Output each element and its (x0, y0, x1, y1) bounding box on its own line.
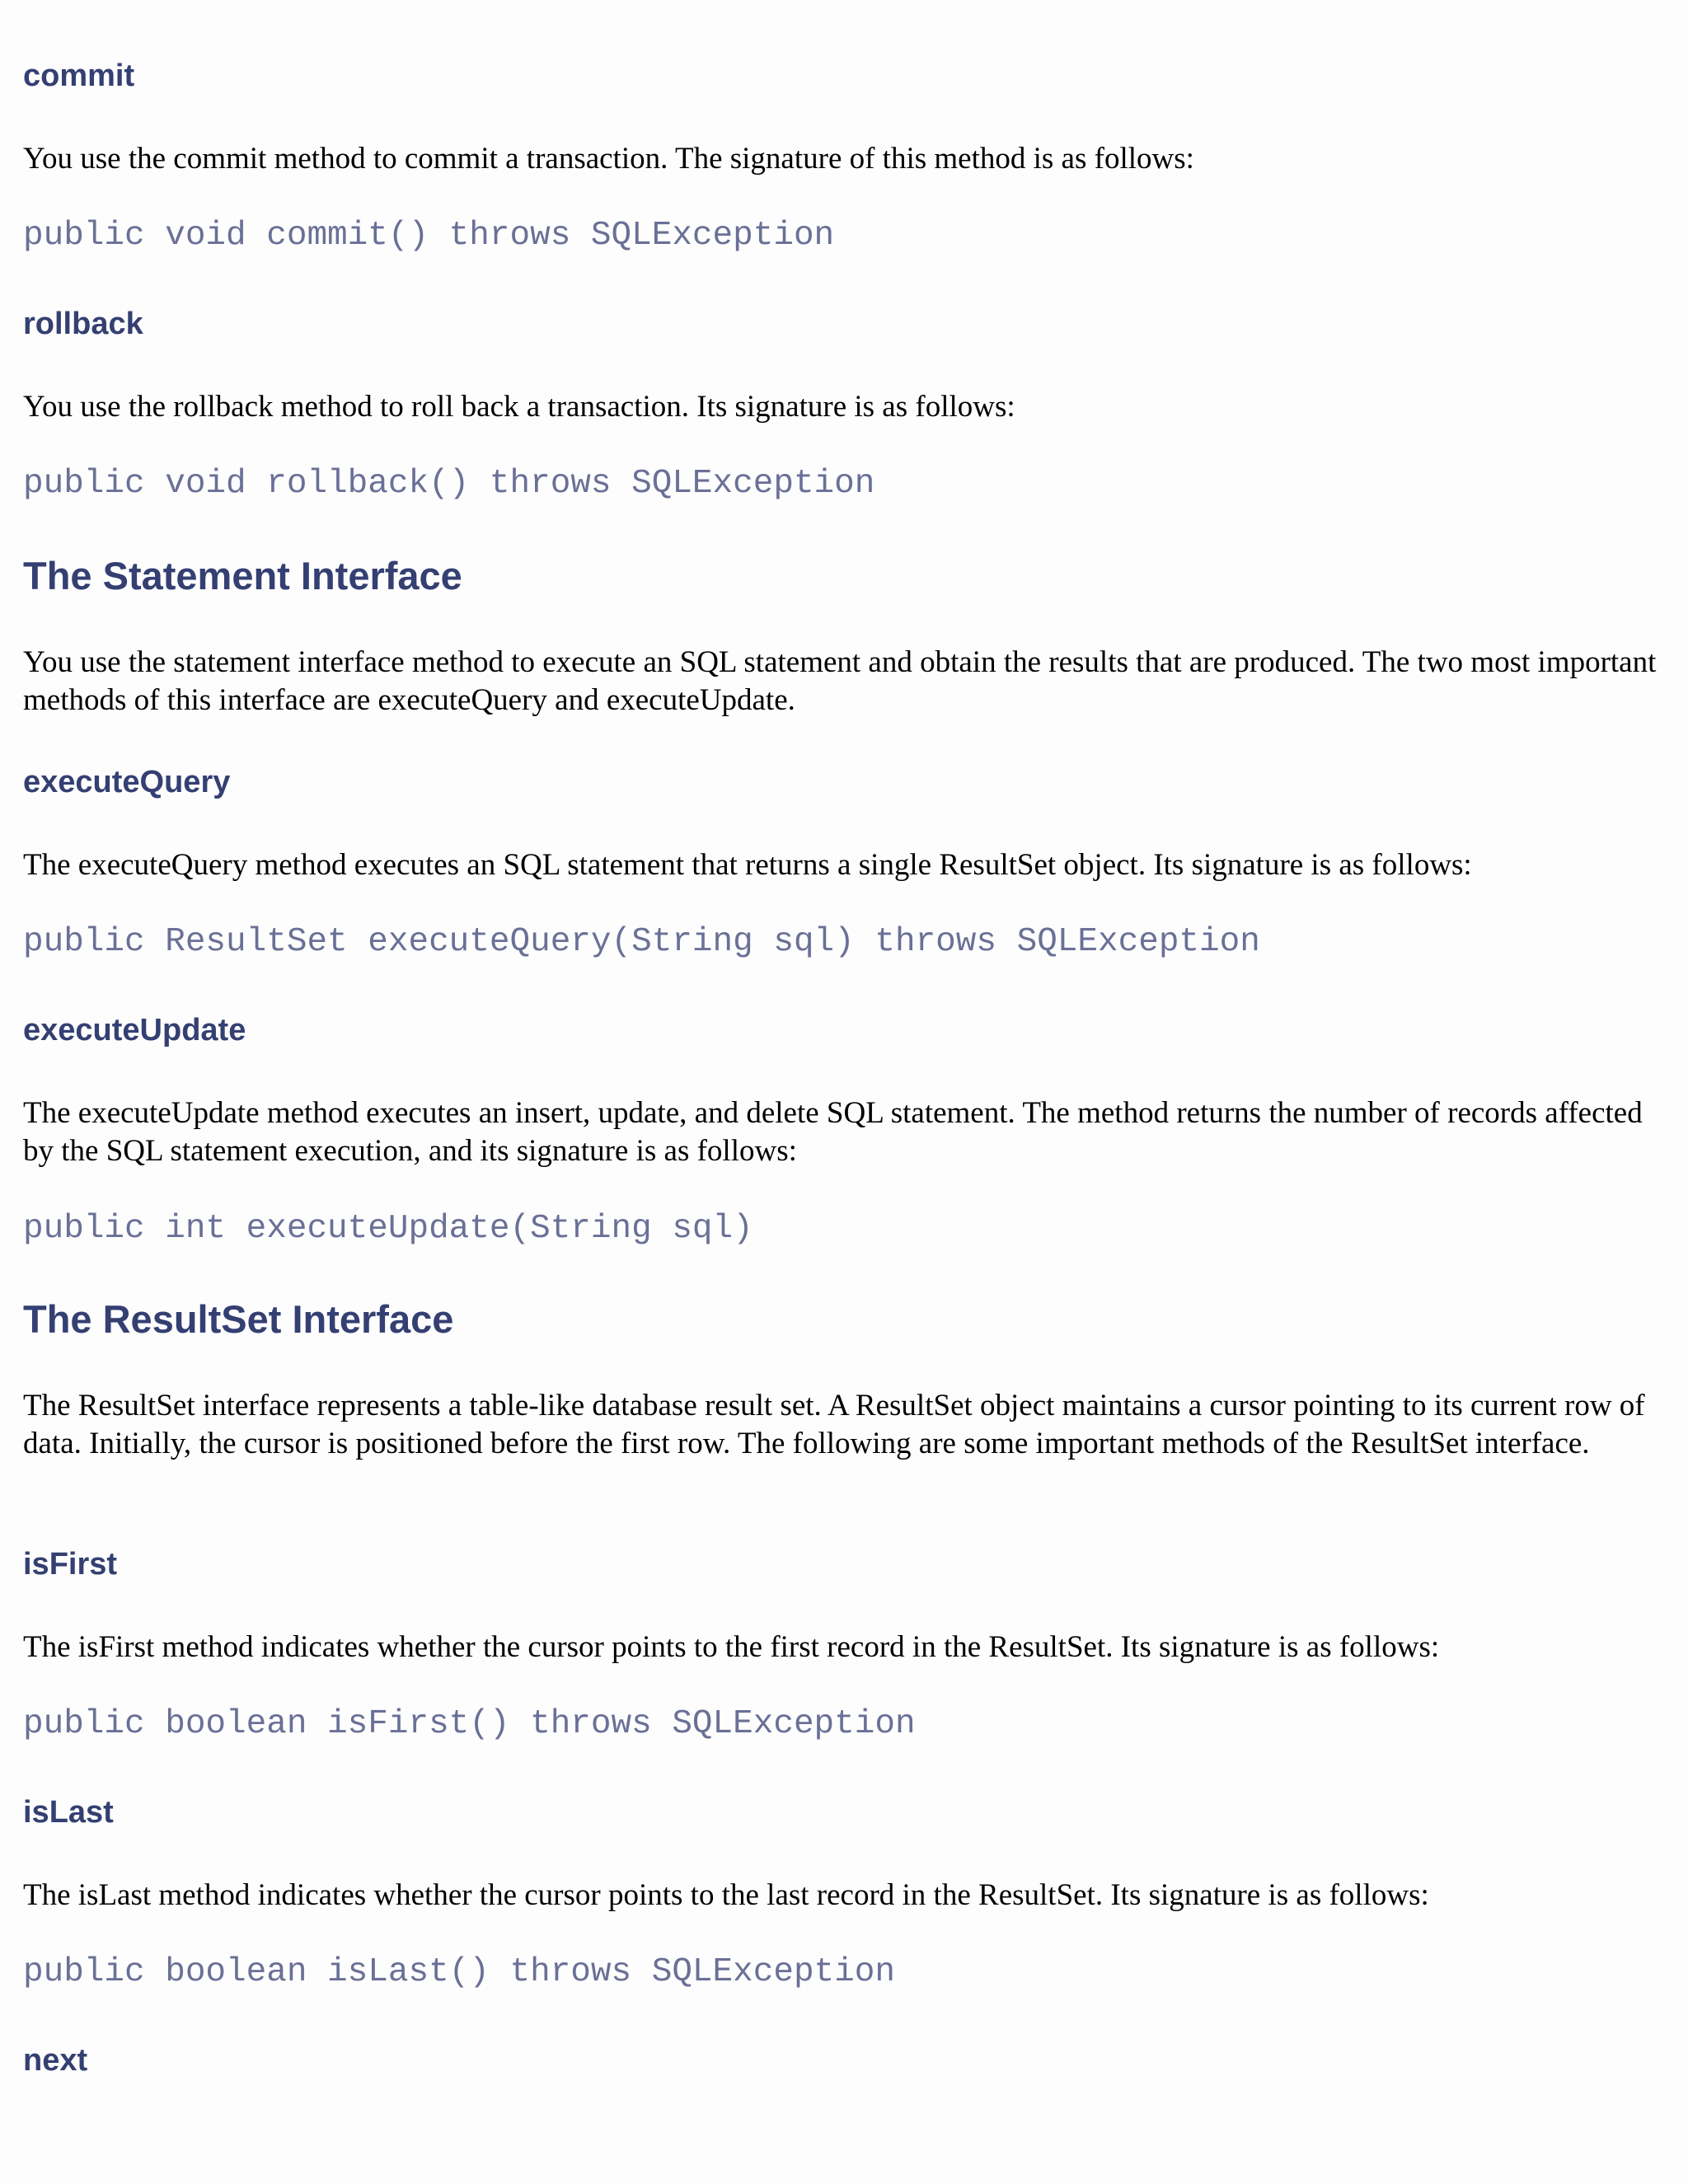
heading-rollback: rollback (23, 307, 143, 341)
code-executequery-signature: public ResultSet executeQuery(String sql) throws SQLException (23, 923, 1260, 961)
code-commit-signature: public void commit() throws SQLException (23, 217, 835, 255)
heading-next: next (23, 2043, 88, 2078)
paragraph-executequery: The executeQuery method executes an SQL statement that returns a single ResultSet object. Its signature is as follows: (23, 848, 1472, 882)
paragraph-isfirst: The isFirst method indicates whether the cursor points to the first record in the ResultSet. Its signature is as follows: (23, 1630, 1440, 1664)
heading-statement-interface: The Statement Interface (23, 554, 462, 598)
code-rollback-signature: public void rollback() throws SQLException (23, 465, 875, 503)
paragraph-resultset-interface: The ResultSet interface represents a table-like database result set. A ResultSet object maintains a cursor pointing to its current row of data. Initially, the cursor is positioned before the first row. The following are some important methods of the ResultSet interface. (23, 1389, 1645, 1460)
code-islast-signature: public boolean isLast() throws SQLException (23, 1953, 895, 1991)
heading-islast: isLast (23, 1795, 114, 1830)
heading-isfirst: isFirst (23, 1547, 118, 1582)
code-isfirst-signature: public boolean isFirst() throws SQLException (23, 1705, 916, 1743)
code-executeupdate-signature: public int executeUpdate(String sql) (23, 1210, 753, 1248)
heading-resultset-interface: The ResultSet Interface (23, 1297, 454, 1341)
heading-executeupdate: executeUpdate (23, 1013, 246, 1047)
paragraph-statement-interface: You use the statement interface method to execute an SQL statement and obtain the results that are produced. The two most important methods of this interface are executeQuery and executeUpdate. (23, 645, 1657, 717)
paragraph-commit: You use the commit method to commit a transaction. The signature of this method is as follows: (23, 142, 1194, 176)
heading-commit: commit (23, 59, 135, 93)
paragraph-rollback: You use the rollback method to roll back a transaction. Its signature is as follows: (23, 390, 1015, 424)
paragraph-islast: The isLast method indicates whether the cursor points to the last record in the ResultSet. Its signature is as follows: (23, 1878, 1429, 1912)
heading-executequery: executeQuery (23, 765, 231, 799)
paragraph-executeupdate: The executeUpdate method executes an insert, update, and delete SQL statement. The method returns the number of records affected by the SQL statement execution, and its signature is as follows: (23, 1096, 1643, 1168)
